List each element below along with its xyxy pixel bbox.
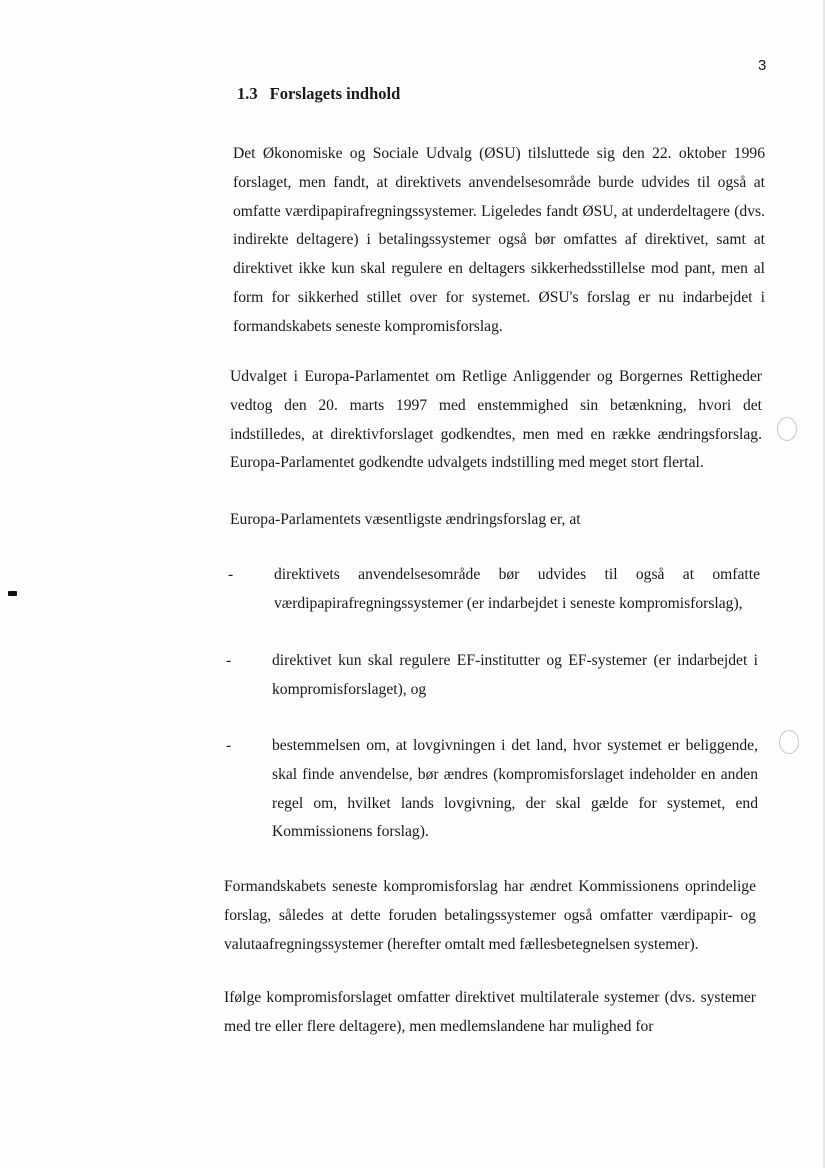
punch-hole-mark (777, 417, 797, 441)
punch-hole-mark (779, 730, 799, 754)
paragraph-parliament-committee: Udvalget i Europa-Parlamentet om Retlige Anliggender og Borgernes Rettigheder vedtog den 20. marts 1997 med enstemmighed sin betænkning, hvori det indstilledes, at direktivforslaget godkendtes, men med en række ændringsforslag. Europa-Parlamentet godkendte udvalgets indstilling med meget stort flertal. (230, 368, 762, 472)
page-number: 3 (758, 57, 767, 74)
paragraph-amendments-intro: Europa-Parlamentets væsentligste ændringsforslag er, at (230, 511, 581, 528)
list-dash: - (226, 737, 232, 754)
list-item (228, 561, 760, 621)
paragraph-compromise: Formandskabets seneste kompromisforslag har ændret Kommissionens oprindelige forslag, således at dette foruden betalingssystemer også omfatter værdipapir- og valutaafregningssystemer (herefter omtalt med fællesbetegnelsen systemer). (224, 878, 756, 953)
list-dash: - (226, 652, 232, 669)
section-title: Forslagets indhold (269, 84, 401, 103)
list-item-text: direktivet kun skal regulere EF-institutter og EF-systemer (er indarbejdet i kompromisforslaget), og (272, 652, 758, 698)
list-item (226, 732, 758, 852)
paragraph-osu: Det Økonomiske og Sociale Udvalg (ØSU) tilsluttede sig den 22. oktober 1996 forslaget, men fandt, at direktivets anvendelsesområde burde udvides til også at omfatte værdipapirafregningssystemer. Ligeledes fandt ØSU, at underdeltagere (dvs. indirekte deltagere) i betalingssystemer også bør omfattes af direktivet, samt at direktivet ikke kun skal regulere en deltagers sikkerhedsstillelse mod pant, men al form for sikkerhed stillet over for systemet. ØSU's forslag er nu indarbejdet i formandskabets seneste kompromisforslag. (233, 145, 765, 335)
list-item-text: bestemmelsen om, at lovgivningen i det land, hvor systemet er beliggende, skal finde anvendelse, bør ændres (kompromisforslaget indeholder en anden regel om, hvilket lands lovgivning, der skal gælde for systemet, end Kommissionens forslag). (272, 737, 758, 841)
list-dash: - (228, 566, 234, 583)
paragraph-multilateral: Ifølge kompromisforslaget omfatter direktivet multilaterale systemer (dvs. systemer med tre eller flere deltagere), men medlemslandene har mulighed for (224, 989, 756, 1035)
section-number: 1.3 (237, 84, 258, 103)
margin-mark (8, 591, 17, 596)
list-item-text: direktivets anvendelsesområde bør udvides til også at omfatte værdipapirafregningssystemer (er indarbejdet i seneste kompromisforslag), (274, 566, 760, 612)
section-heading (237, 84, 400, 104)
list-item (226, 647, 758, 707)
